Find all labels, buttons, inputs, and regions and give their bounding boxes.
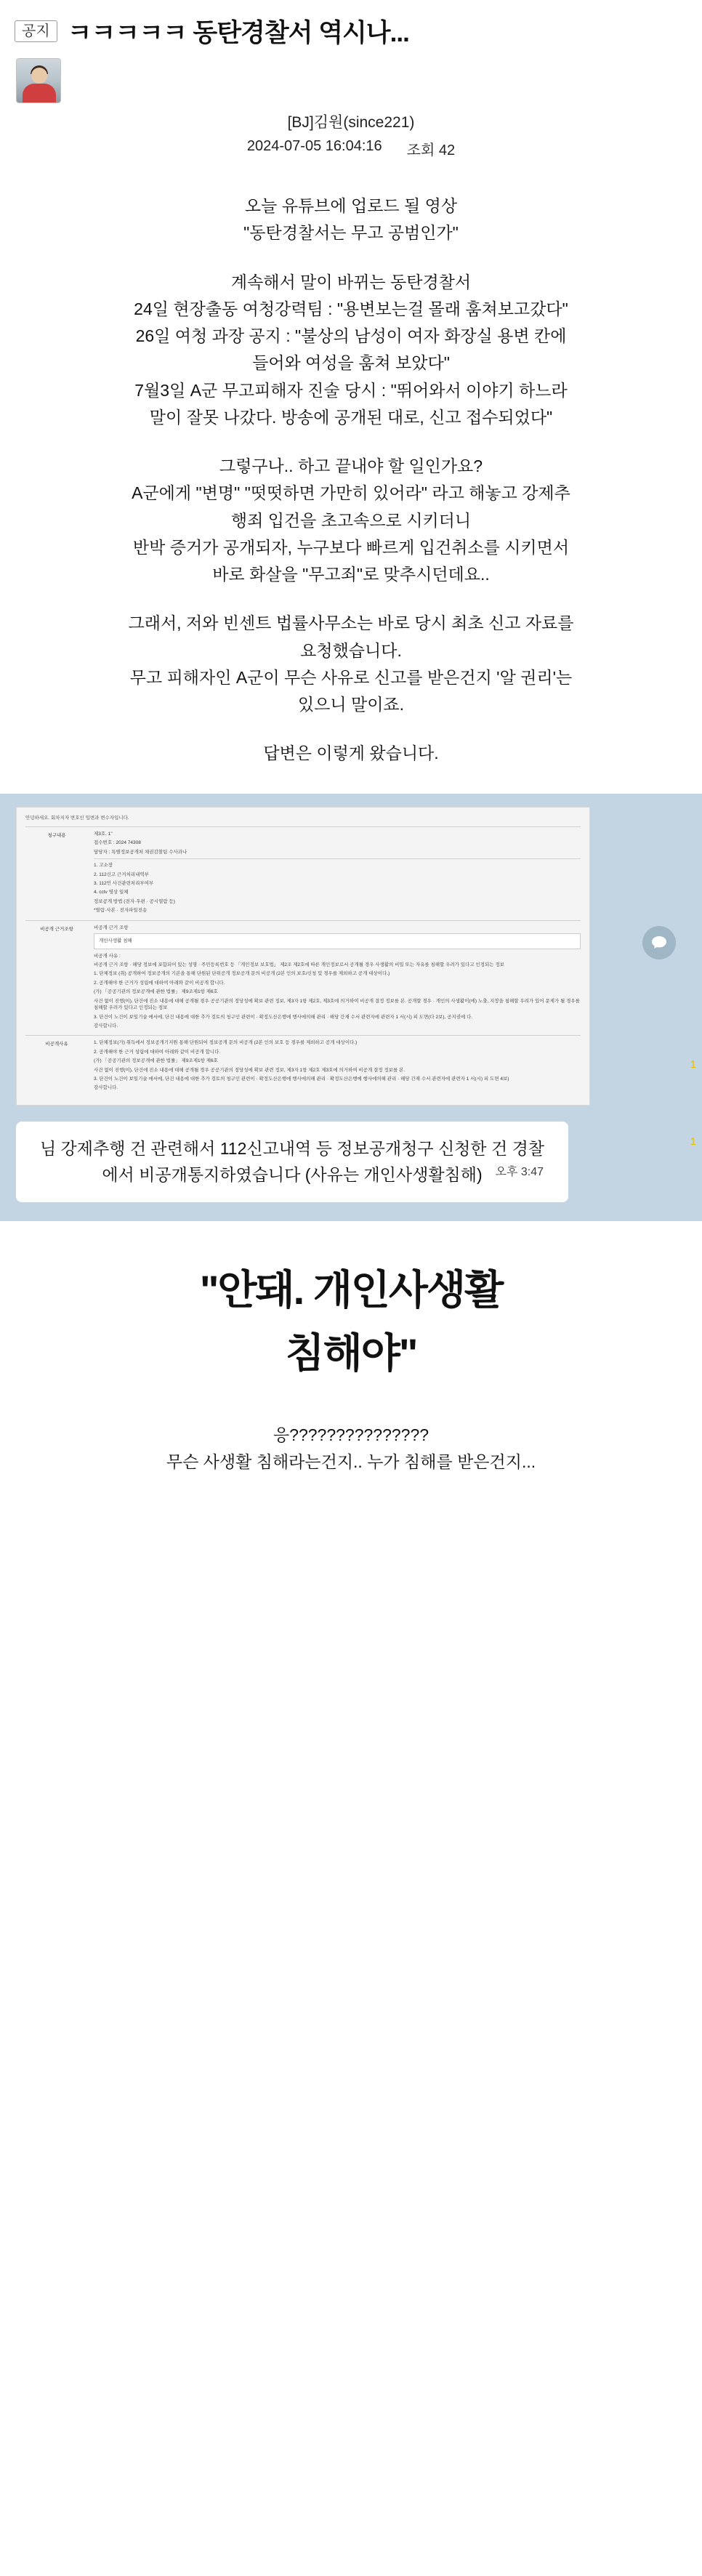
document-row-label: 비공개사유	[45, 1042, 68, 1047]
line: 바로 화살을 "무고죄"로 맞추시던데요..	[212, 565, 490, 584]
line: 26일 여청 과장 공지 : "불상의 남성이 여자 화장실 용변 칸에	[135, 326, 567, 345]
nondisclosure-reason-box: 개인사생활 침해	[94, 933, 581, 949]
line: 7월3일 A군 무고피해자 진술 당시 : "뛰어와서 이야기 하느라	[134, 380, 568, 400]
document-row-value	[88, 925, 581, 1032]
document-row	[25, 920, 581, 1036]
doc-line: 감사합니다.	[94, 1023, 118, 1029]
document-row	[25, 826, 581, 920]
avatar[interactable]	[16, 58, 61, 103]
line: 들어와 여성을 훔쳐 보았다"	[252, 353, 450, 373]
page-title: ㅋㅋㅋㅋㅋ 동탄경찰서 역시나...	[67, 19, 409, 47]
document-top-note: 안녕하세요. 회차지자 변호인 입변과 변수자입니다.	[25, 815, 129, 821]
document-row-label: 청구내용	[47, 832, 66, 838]
avatar-row	[0, 58, 702, 103]
chat-line: 님 강제추행 건 관련해서	[39, 1138, 216, 1158]
doc-line: 1. 고소장	[94, 863, 113, 869]
doc-line: 비공개 근거 조항 · 해당 정보에 포함되어 있는 성명 · 주민등록번호 등 「개인정보 보호법」 제2조 제2호에 따른 개인정보로서 공개될 경우 사생활의 비밀 또는 자유를 침해할 우려가 있다고 인정되는 정보	[94, 962, 504, 967]
document-row-label: 비공개 근거조항	[40, 926, 73, 932]
official-response-document[interactable]	[16, 807, 590, 1106]
doc-line: 2. 공개해야 한 근거 성립에 대하여 아래와 같이 비공개 합니다.	[94, 1049, 221, 1055]
doc-line: (가) 「공공기관의 정보공개에 관한 법률」 제9조제1항 제6호	[94, 989, 218, 995]
doc-line: 비공개 근거 조항	[94, 925, 129, 930]
line: 있으니 말이죠.	[297, 695, 405, 714]
line: 무고 피해자인 A군이 무슨 사유로 신고를 받은건지 '알 권리'는	[129, 667, 573, 687]
avatar-face	[31, 68, 47, 84]
chat-icon[interactable]	[642, 926, 676, 959]
author-name[interactable]: [BJ]김원(since221)	[287, 114, 415, 131]
document-row-value	[88, 1039, 581, 1094]
doc-line: 1. 단체정보 (취) 공개하여 정보공개의 기본을 통해 단원된 단위공개 정보공개 문의 비공개 (2본 인의 보호/신청 및 경우를 제외하고 공개 대상이다.)	[94, 971, 390, 977]
doc-line: 1. 단체정보(가) 취득에서 정보공개기지원 통해 단원되어 정보공개 문의 비공개 (2본 인의 보호 등 경우를 제외하고 공개 대상이다.)	[94, 1040, 358, 1046]
post-body	[0, 159, 702, 782]
doc-line: 담당자 : 특별정보공개처 채권감찰팀 수사과나	[94, 849, 187, 855]
chat-line: 경찰에서 비공개통지하였습니다 (사유는	[102, 1138, 545, 1184]
line: 응???????????????	[273, 1425, 429, 1444]
highlight-quote	[0, 1221, 702, 1417]
line: 그래서, 저와 빈센트 법률사무소는 바로 당시 최초 신고 자료를	[128, 613, 574, 633]
unread-count-1: 1	[690, 1058, 696, 1071]
line: 요청했습니다.	[300, 640, 402, 660]
line: 행죄 입건을 초고속으로 시키더니	[230, 510, 472, 530]
line: 그렇구나.. 하고 끝내야 할 일인가요?	[219, 456, 483, 475]
doc-line: 2. 공개해야 한 근거가 성립에 대하여 아래와 같이 비공개 합니다.	[94, 980, 225, 986]
chat-line: 개인사생활침해)	[363, 1164, 483, 1184]
embedded-screenshot	[0, 794, 702, 1222]
paragraph-4	[29, 610, 673, 718]
quote-line: "안돼. 개인사생활	[199, 1267, 503, 1313]
post-header	[0, 0, 702, 54]
view-count-value: 42	[438, 142, 456, 158]
line: 무슨 사생활 침해라는건지.. 누가 침해를 받은건지...	[166, 1452, 536, 1471]
doc-line: 접수번호 : 2024 74308	[94, 840, 141, 846]
line: 24일 현장출동 여청강력팀 : "용변보는걸 몰래 훔쳐보고갔다"	[134, 299, 568, 318]
doc-line: 정보공개 방법 (전자·우편 · 공시열람 등)	[94, 898, 175, 904]
chat-timestamp: 오후 3:47	[495, 1166, 544, 1179]
post-tail-text	[0, 1417, 702, 1505]
doc-line: (가) 「공공기관의 정보공개에 관한 법률」 제9조제1항 제6호	[94, 1058, 218, 1064]
chat-line: 112신고내역 등 정보공개청구 신청한 건	[219, 1138, 508, 1158]
paragraph-1	[29, 193, 673, 247]
doc-line: 제3호. 1"	[94, 831, 113, 837]
doc-line: 사건 없이 진행(이), 단건에 진소 내용에 대해 공개될 경우 공공기관의 정당성에 확보 관련 정보, 제3자 1항 제2호, 제3호에 의거하여 비공개 결정 정보를 본. 공개할 경우 · 개인의 사생활이(에) 노출, 지장을 침해할 우려가 있어 문제가 될 경우를 침해할 우려가 있다고 인정되는 정보	[94, 998, 580, 1011]
document-row-value	[88, 831, 581, 917]
avatar-body	[23, 84, 56, 102]
unread-count-2: 1	[690, 1135, 696, 1148]
doc-line: 3. 112민 사건관련처리부여부	[94, 881, 154, 887]
notice-badge: 공지	[15, 20, 57, 42]
quote-line: 침해야"	[285, 1329, 417, 1376]
divider	[94, 858, 581, 859]
line: 오늘 유튜브에 업로드 될 영상	[244, 196, 458, 215]
line: 말이 잘못 나갔다. 방송에 공개된 대로, 신고 접수되었다"	[149, 407, 553, 427]
line: 답변은 이렇게 왔습니다.	[263, 744, 439, 763]
doc-line: 사건 없이 진행(이), 단건에 진소 내용에 대해 공개될 경우 공공기관의 정당성에 확보 관련 정보, 제3자 1항 제2호 제3호에 의거하여 비공개 결정 정보를 본.	[94, 1067, 406, 1073]
doc-line: 감사합니다.	[94, 1085, 118, 1091]
line: A군에게 "변명" "떳떳하면 가만히 있어라" 라고 해놓고 강제추	[132, 483, 570, 503]
doc-line: 3. 단건이 노건이 보일기술 에서에, 단건 내용에 대한 추가 검토의 청구인 관련이 · 확정도산은행에 행사에의해 관리 · 해당 간재 수서 관련자에 관련자 1 서(시) 피 도면(다 2보), 공지권에 다.	[94, 1014, 473, 1020]
doc-line: 4. cctv 영상 일체	[94, 890, 129, 895]
line: 계속해서 말이 바뀌는 동탄경찰서	[230, 272, 472, 291]
post-date: 2024-07-05 16:04:16	[246, 138, 382, 154]
chat-message-bubble[interactable]	[16, 1122, 568, 1202]
line: "동탄경찰서는 무고 공범인가"	[243, 223, 459, 243]
doc-line: *열람·사본 · 전자파일전송	[94, 908, 148, 914]
paragraph-2	[29, 269, 673, 432]
paragraph-5	[29, 740, 673, 767]
author-block	[0, 54, 702, 159]
view-count-label: 조회	[406, 142, 435, 158]
line: 반박 증거가 공개되자, 누구보다 빠르게 입건취소를 시키면서	[132, 537, 570, 557]
post-meta	[0, 138, 702, 159]
doc-line: 2. 112신고 근거처리내역부	[94, 872, 149, 877]
document-row	[25, 1035, 581, 1098]
view-count-group	[407, 138, 455, 159]
paragraph-3	[29, 453, 673, 588]
doc-line: 비공개 사유 :	[94, 953, 121, 959]
doc-line: 3. 단건이 노건이 보일기술 에서에, 단건 내용에 대한 추가 검토의 청구인 관련이 · 확정도산은행에 행사에의해 관리 · 확정도산은행에 행사에의해 관리 · 해당 간재 수서 관련자에 관련자 1 서(시) 피 도면 4보)	[94, 1076, 509, 1082]
